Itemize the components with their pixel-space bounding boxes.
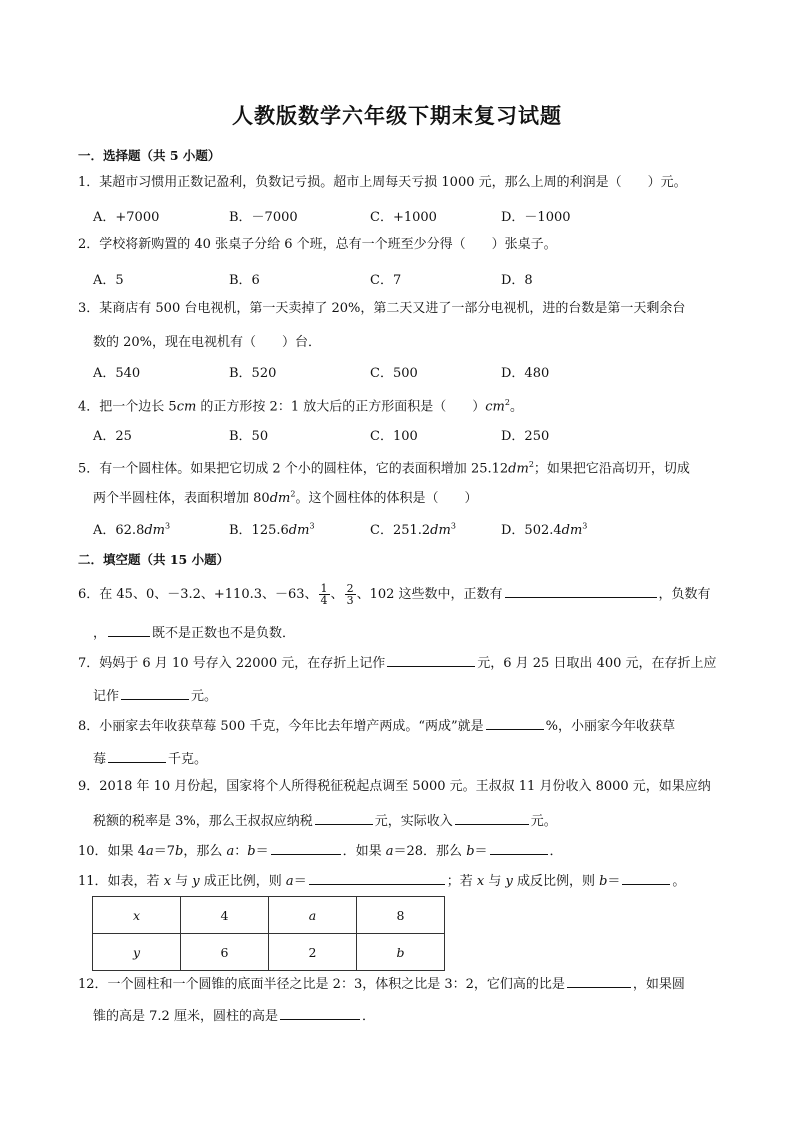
option-d[interactable]: D．－1000 [501, 210, 571, 225]
option-d[interactable]: D．$502.4dm^3$ [501, 521, 588, 538]
option-b[interactable]: B．520 [229, 366, 277, 381]
option-b[interactable]: B．$125.6dm^3$ [229, 521, 315, 538]
option-b[interactable]: B．6 [229, 273, 260, 288]
question-4: 4．把一个边长 5cm 的正方形按 2：1 放大后的正方形面积是（ ）$cm^2$。 [78, 398, 523, 415]
question-4-options [93, 425, 653, 443]
unit-cm: cm [485, 399, 505, 415]
fraction-one-quarter: $\frac{1}{4}$ [320, 582, 328, 607]
question-5: 5．有一个圆柱体。如果把它切成 2 个小的圆柱体，它的表面积增加 $25.12dm^2$；如果把它沿高切开，切成 [78, 460, 690, 477]
question-12: 12．一个圆柱和一个圆锥的底面半径之比是 2：3，体积之比是 3：2，它们高的比是 ，如果圆 [78, 974, 728, 994]
table-row: y 6 2 b [93, 934, 445, 971]
question-12-continuation: 锥的高是 7.2 厘米，圆柱的高是 ． [93, 1005, 375, 1024]
answer-blank[interactable] [622, 871, 670, 885]
question-8-continuation: 莓 千克。 [93, 748, 207, 767]
question-1: 1．某超市习惯用正数记盈利，负数记亏损。超市上周每天亏损 1000 元，那么上周的利润是（ ）元。 [78, 175, 687, 190]
question-9: 9．2018 年 10 月份起，国家将个人所得税征税起点调至 5000 元。王叔叔 11 月份收入 8000 元，如果应纳 [78, 779, 711, 794]
answer-blank[interactable] [505, 584, 657, 598]
question-5-continuation: 两个半圆柱体，表面积增加 $80dm^2$。这个圆柱体的体积是（ ） [93, 489, 478, 506]
question-1-options [93, 206, 653, 224]
fraction-two-thirds: $\frac{2}{3}$ [346, 582, 354, 607]
answer-blank[interactable] [280, 1006, 360, 1020]
option-c[interactable]: C．+1000 [370, 210, 437, 225]
option-a[interactable]: A．$62.8dm^3$ [93, 521, 171, 538]
option-c[interactable]: C．7 [370, 273, 402, 288]
answer-blank[interactable] [490, 841, 548, 855]
option-b[interactable]: B．－7000 [229, 210, 298, 225]
question-5-options [93, 519, 653, 537]
option-d[interactable]: D．480 [501, 366, 550, 381]
answer-blank[interactable] [455, 811, 529, 825]
answer-blank[interactable] [567, 974, 631, 988]
answer-blank[interactable] [387, 653, 475, 667]
option-c[interactable]: C．$251.2dm^3$ [370, 521, 456, 538]
question-8: 8．小丽家去年收获草莓 500 千克，今年比去年增产两成。“两成”就是 %，小丽家今年收获草 [78, 716, 728, 736]
proportion-table [92, 896, 445, 971]
question-7-continuation: 记作 元。 [93, 685, 217, 704]
option-c[interactable]: C．500 [370, 366, 418, 381]
section-fill-heading: 二．填空题（共 15 小题） [78, 552, 230, 567]
question-6: 6．在 45、0、－3.2、+110.3、－63、 $\frac{1}{4}$ 、 $\frac{2}{3}$ 、102 这些数中，正数有 ，负数有 [78, 582, 711, 607]
question-9-continuation: 税额的税率是 3%，那么王叔叔应纳税 元，实际收入 元。 [93, 810, 557, 829]
option-a[interactable]: A．+7000 [93, 210, 160, 225]
question-7: 7．妈妈于 6 月 10 号存入 22000 元，在存折上记作 元，6 月 25 日取出 400 元，在存折上应 [78, 653, 728, 673]
option-d[interactable]: D．250 [501, 429, 550, 444]
question-3-options [93, 362, 653, 380]
unit-cm: cm [176, 399, 197, 415]
question-6-continuation: ， 既不是正数也不是负数． [93, 622, 295, 641]
question-11: 11．如表，若 x 与 y 成正比例，则 a＝ ；若 x 与 y 成反比例，则 b＝ 。 [78, 871, 728, 891]
option-a[interactable]: A．5 [93, 273, 124, 288]
option-d[interactable]: D．8 [501, 273, 533, 288]
question-2: 2．学校将新购置的 40 张桌子分给 6 个班，总有一个班至少分得（ ）张桌子。 [78, 237, 557, 252]
question-2-options [93, 269, 653, 287]
answer-blank[interactable] [271, 841, 341, 855]
question-3: 3．某商店有 500 台电视机，第一天卖掉了 20%，第二天又进了一部分电视机，进的台数是第一天剩余台 [78, 301, 686, 316]
answer-blank[interactable] [486, 716, 544, 730]
question-3-continuation: 数的 20%，现在电视机有（ ）台． [93, 335, 322, 350]
table-row: x 4 a 8 [93, 897, 445, 934]
question-10: 10．如果 4a＝7b，那么 a：b＝ ．如果 a＝28．那么 b＝ ． [78, 841, 728, 861]
page-title: 人教版数学六年级下期末复习试题 [232, 103, 562, 128]
option-a[interactable]: A．25 [93, 429, 132, 444]
section-choice-heading: 一．选择题（共 5 小题） [78, 148, 221, 163]
option-c[interactable]: C．100 [370, 429, 418, 444]
option-a[interactable]: A．540 [93, 366, 141, 381]
answer-blank[interactable] [315, 811, 373, 825]
answer-blank[interactable] [121, 686, 189, 700]
answer-blank[interactable] [108, 749, 166, 763]
option-b[interactable]: B．50 [229, 429, 269, 444]
answer-blank[interactable] [108, 623, 150, 637]
answer-blank[interactable] [309, 871, 445, 885]
